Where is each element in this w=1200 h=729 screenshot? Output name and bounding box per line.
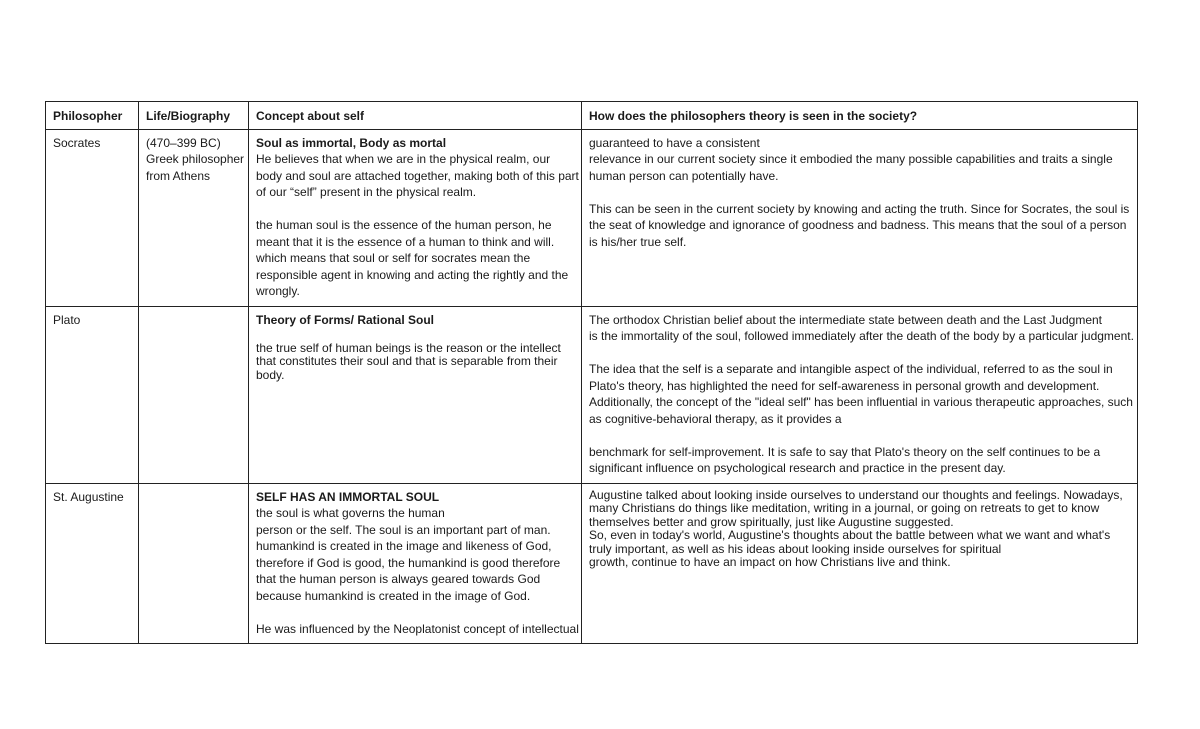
society-line: So, even in today's world, Augustine's thoughts about the battle between what we want and what's [589,528,1111,542]
society-line: The idea that the self is a separate and intangible aspect of the individual, referred to as the soul in [589,362,1113,376]
biography-cell [139,483,249,644]
paragraph-gap [256,604,575,621]
header-biography: Life/Biography [139,102,249,130]
concept-line: body. [256,367,285,382]
society-cell [582,129,1138,306]
concept-line: He believes that when we are in the physical realm, our [256,152,551,166]
society-line: is the immortality of the soul, followed immediately after the death of the body by a particular judgment. [589,329,1134,343]
society-line: Additionally, the concept of the "ideal self" has been influential in various therapeutic approaches, such [589,395,1133,409]
concept-line: responsible agent in knowing and acting the rightly and the [256,267,569,282]
paragraph-gap [589,345,1131,362]
concept-line: the soul is what governs the human [256,506,445,520]
concept-line: the human soul is the essence of the human person, he [256,218,552,232]
biography-line: from Athens [146,168,211,183]
society-line: relevance in our current society since it embodied the many possible capabilities and traits a single [589,152,1113,166]
concept-title: Soul as immortal, Body as mortal [256,135,447,150]
paragraph-gap [256,201,575,218]
society-cell [582,483,1138,644]
concept-line: that the human person is always geared towards God [256,572,541,586]
society-line: Augustine talked about looking inside ourselves to understand our thoughts and feelings. Nowadays, [589,487,1123,502]
paragraph-gap [589,184,1131,201]
concept-title: SELF HAS AN IMMORTAL SOUL [256,489,440,504]
biography-line: Greek philosopher [146,152,245,166]
society-line: significant influence on psychological research and practice in the present day. [589,461,1006,475]
paragraph-gap [589,427,1131,444]
table-row [46,483,1138,644]
concept-line: the true self of human beings is the reason or the intellect [256,340,561,355]
society-cell [582,306,1138,483]
concept-line: humankind is created in the image and likeness of God, [256,539,552,553]
paragraph-gap [256,328,575,342]
concept-line: person or the self. The soul is an important part of man. [256,522,551,537]
society-line: The orthodox Christian belief about the intermediate state between death and the Last Judgment [589,312,1102,327]
concept-line: which means that soul or self for socrates mean the [256,251,531,265]
concept-cell [249,129,582,306]
society-line: guaranteed to have a consistent [589,135,760,150]
philosophers-table [45,101,1138,644]
society-line: growth, continue to have an impact on how Christians live and think. [589,555,951,569]
philosopher-cell: St. Augustine [46,483,139,644]
concept-line: wrongly. [256,284,300,298]
header-society: How does the philosophers theory is seen in the society? [582,102,1138,130]
concept-title: Theory of Forms/ Rational Soul [256,312,435,327]
concept-line: body and soul are attached together, making both of this part [256,168,579,183]
biography-line: (470–399 BC) [146,135,221,150]
header-philosopher: Philosopher [46,102,139,130]
society-line: truly important, as well as his ideas about looking inside ourselves for spiritual [589,541,1002,556]
concept-line: because humankind is created in the image of God. [256,588,531,603]
table-row [46,306,1138,483]
concept-line: therefore if God is good, the humankind is good therefore [256,555,561,570]
concept-line: of our “self” present in the physical realm. [256,185,477,199]
society-line: the seat of knowledge and ignorance of goodness and badness. This means that the soul of a person [589,218,1127,232]
philosopher-cell: Socrates [46,129,139,306]
biography-cell [139,129,249,306]
concept-line: He was influenced by the Neoplatonist concept of intellectual [256,621,579,636]
concept-line: that constitutes their soul and that is separable from their [256,354,558,368]
biography-cell [139,306,249,483]
society-line: as cognitive-behavioral therapy, as it provides a [589,411,842,426]
society-line: is his/her true self. [589,234,687,249]
philosopher-cell: Plato [46,306,139,483]
concept-line: meant that it is the essence of a human to think and will. [256,234,555,249]
society-line: Plato's theory, has highlighted the need for self-awareness in personal growth and development. [589,378,1100,393]
society-line: benchmark for self-improvement. It is safe to say that Plato's theory on the self continues to be a [589,444,1101,459]
society-line: This can be seen in the current society by knowing and acting the truth. Since for Socrates, the soul is [589,201,1130,216]
concept-cell [249,483,582,644]
header-concept: Concept about self [249,102,582,130]
header-row [46,102,1138,130]
society-line: themselves better and grow spiritually, just like Augustine suggested. [589,514,954,529]
concept-cell [249,306,582,483]
society-line: human person can potentially have. [589,168,779,183]
society-line: many Christians do things like meditation, writing in a journal, or going on retreats to get to know [589,501,1100,515]
table-row [46,129,1138,306]
